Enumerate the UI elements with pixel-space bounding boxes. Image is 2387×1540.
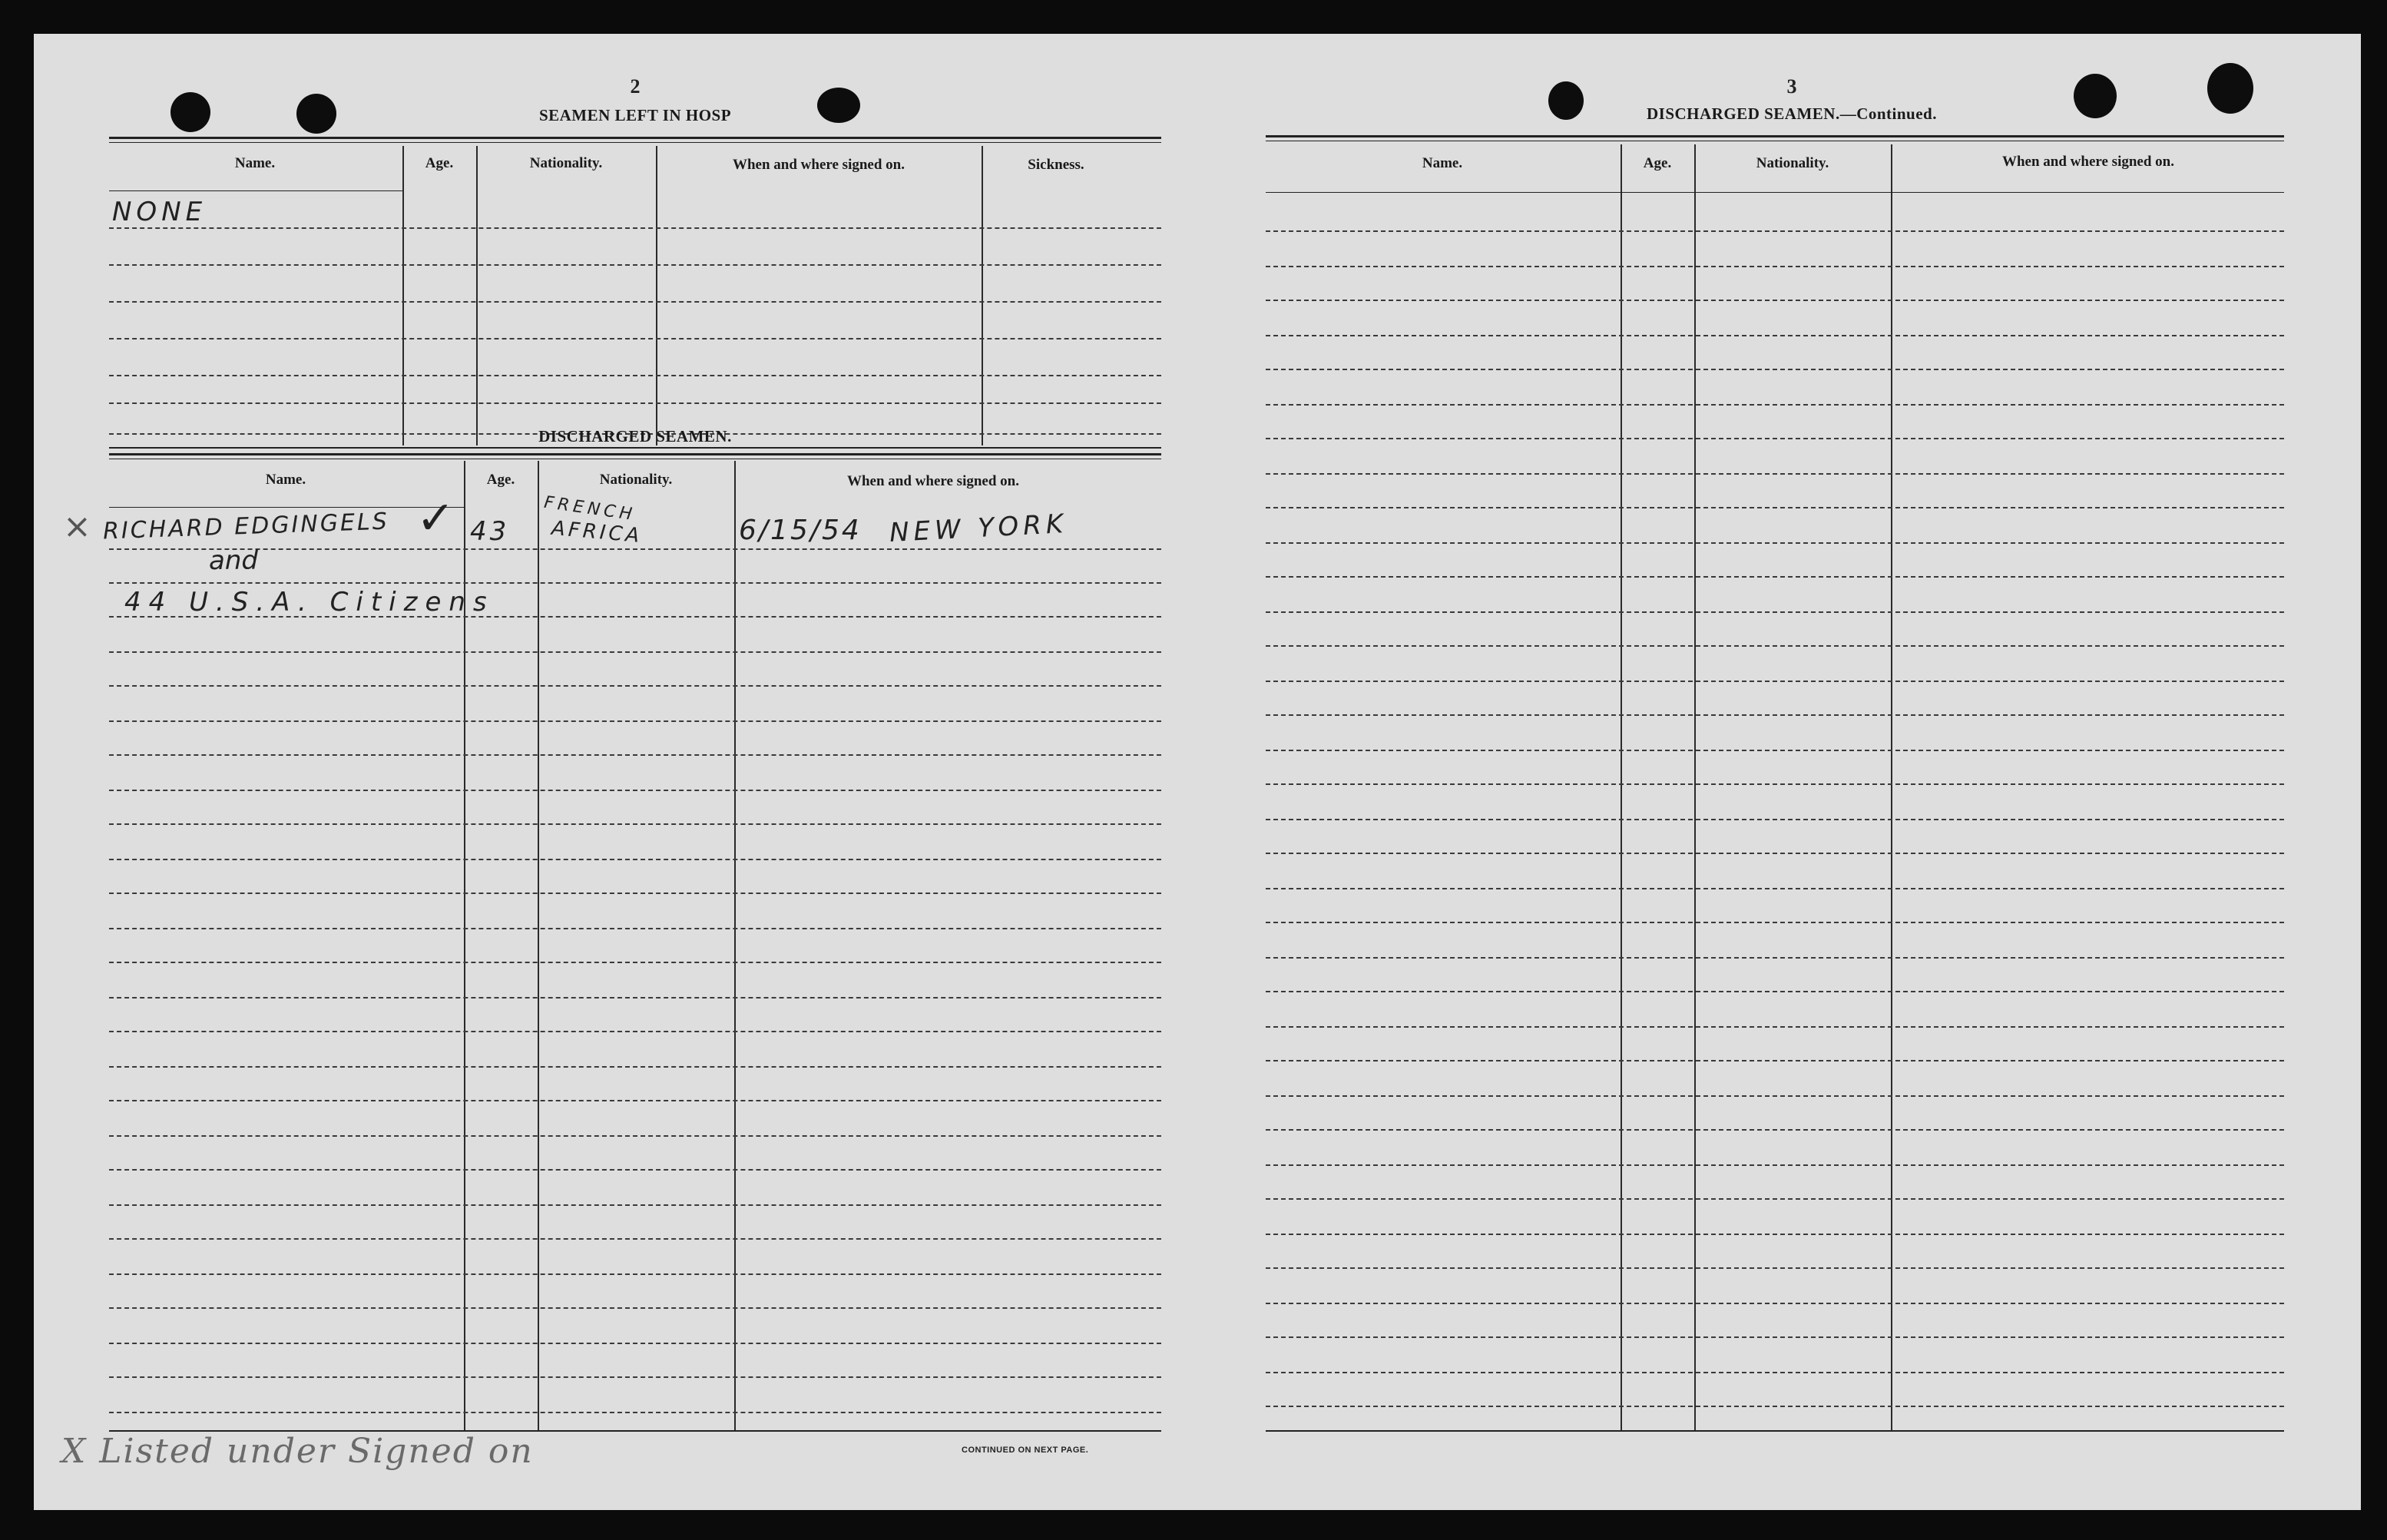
table-row xyxy=(1266,369,2284,370)
table-row xyxy=(109,227,1161,229)
table-row xyxy=(109,1376,1161,1378)
page-number: 3 xyxy=(1786,75,1797,98)
table-row xyxy=(109,264,1161,266)
section-title-discharged: DISCHARGED SEAMEN. xyxy=(538,427,732,445)
table-row xyxy=(1266,922,2284,923)
table-row xyxy=(109,1238,1161,1240)
table-row xyxy=(1266,1303,2284,1304)
col-header-age: Age. xyxy=(486,472,515,488)
table-row xyxy=(1266,507,2284,508)
col-header-nationality: Nationality. xyxy=(1756,155,1829,171)
table-row xyxy=(1266,473,2284,475)
table-row xyxy=(1266,1234,2284,1235)
table-row xyxy=(1266,438,2284,439)
table-row xyxy=(109,720,1161,722)
section-title-discharged-continued: DISCHARGED SEAMEN.—Continued. xyxy=(1647,104,1937,123)
table-row xyxy=(109,1100,1161,1101)
table-row xyxy=(109,1412,1161,1413)
entry-signed-place: NEW YORK xyxy=(889,508,1069,549)
col-header-name: Name. xyxy=(265,472,306,488)
column-divider xyxy=(1891,144,1892,1432)
table-bottom-rule xyxy=(109,447,1161,449)
table-row xyxy=(1266,1336,2284,1338)
column-divider xyxy=(982,146,983,445)
entry-name: RICHARD EDGINGELS xyxy=(102,508,390,545)
table-row xyxy=(1266,1026,2284,1028)
col-header-sickness: Sickness. xyxy=(1028,157,1084,173)
table-row xyxy=(1266,991,2284,992)
table-row xyxy=(1266,611,2284,613)
column-divider xyxy=(1621,144,1622,1432)
table-row xyxy=(109,582,1161,584)
table-row xyxy=(1266,1060,2284,1061)
table-row xyxy=(1266,681,2284,682)
table-row xyxy=(1266,783,2284,785)
table-row xyxy=(1266,1372,2284,1373)
col-header-name: Name. xyxy=(234,155,276,171)
table-row xyxy=(1266,1406,2284,1407)
table-row xyxy=(109,859,1161,860)
table-row xyxy=(109,1204,1161,1206)
column-divider xyxy=(656,146,657,445)
table-row xyxy=(1266,853,2284,854)
header-underline xyxy=(1266,192,2284,193)
table-rule xyxy=(1266,135,2284,141)
table-row xyxy=(1266,576,2284,578)
document-sheet xyxy=(34,34,2361,1510)
table-row xyxy=(1266,300,2284,301)
margin-note: X Listed under Signed on xyxy=(61,1432,534,1471)
header-underline xyxy=(109,190,402,191)
continued-footer: CONTINUED ON NEXT PAGE. xyxy=(962,1446,1089,1455)
table-row xyxy=(109,1343,1161,1344)
col-header-signed-on: When and where signed on. xyxy=(732,157,905,173)
table-row xyxy=(1266,819,2284,820)
entry-citizens: 44 U.S.A. Citizens xyxy=(124,587,495,618)
col-header-name: Name. xyxy=(1422,155,1463,171)
table-row xyxy=(1266,1198,2284,1200)
column-divider xyxy=(1694,144,1696,1432)
table-row xyxy=(1266,1095,2284,1097)
entry-nationality-line2: AFRICA xyxy=(550,516,644,548)
section-title-hospital: SEAMEN LEFT IN HOSP xyxy=(538,106,732,124)
table-row xyxy=(109,338,1161,339)
table-row xyxy=(109,1031,1161,1032)
table-row xyxy=(109,823,1161,825)
table-row xyxy=(109,754,1161,756)
column-divider xyxy=(538,461,539,1432)
entry-age: 43 xyxy=(470,516,510,547)
table-row xyxy=(1266,542,2284,544)
table-row xyxy=(1266,1129,2284,1131)
table-row xyxy=(1266,266,2284,267)
table-row xyxy=(1266,750,2284,751)
table-rule xyxy=(109,137,1161,143)
table-row xyxy=(109,301,1161,303)
table-row xyxy=(1266,404,2284,406)
column-divider xyxy=(476,146,478,445)
table-row xyxy=(109,997,1161,999)
tick-mark: × xyxy=(63,507,91,546)
table-row xyxy=(109,402,1161,404)
table-row xyxy=(109,1135,1161,1137)
col-header-age: Age. xyxy=(1643,155,1672,171)
table-row xyxy=(109,651,1161,653)
table-row xyxy=(1266,230,2284,232)
column-divider xyxy=(402,146,404,445)
col-header-signed-on: When and where signed on. xyxy=(2001,154,2174,170)
table-row xyxy=(109,375,1161,376)
table-row xyxy=(1266,714,2284,716)
column-divider xyxy=(734,461,736,1432)
table-row xyxy=(109,893,1161,894)
header-underline xyxy=(109,507,464,508)
hospital-entry-none: NONE xyxy=(112,197,207,227)
table-row xyxy=(109,790,1161,791)
col-header-signed-on: When and where signed on. xyxy=(846,473,1019,489)
table-row xyxy=(1266,335,2284,336)
table-row xyxy=(1266,645,2284,647)
table-row xyxy=(1266,1164,2284,1166)
table-row xyxy=(109,928,1161,929)
table-row xyxy=(109,548,1161,550)
page-number: 2 xyxy=(630,75,641,98)
table-row xyxy=(109,1169,1161,1171)
col-header-nationality: Nationality. xyxy=(599,472,673,488)
table-row xyxy=(109,962,1161,963)
table-rule xyxy=(109,453,1161,459)
entry-nationality-line1: FRENCH xyxy=(542,492,637,525)
check-mark: ✓ xyxy=(416,492,455,545)
table-row xyxy=(1266,1267,2284,1269)
entry-signed-date: 6/15/54 xyxy=(739,515,862,546)
col-header-age: Age. xyxy=(425,155,454,171)
table-row xyxy=(1266,957,2284,959)
entry-and: and xyxy=(209,545,258,576)
table-row xyxy=(109,1273,1161,1275)
table-row xyxy=(1266,888,2284,889)
table-bottom-rule xyxy=(1266,1430,2284,1432)
table-row xyxy=(109,1066,1161,1068)
table-row xyxy=(109,685,1161,687)
table-row xyxy=(109,1307,1161,1309)
col-header-nationality: Nationality. xyxy=(529,155,603,171)
